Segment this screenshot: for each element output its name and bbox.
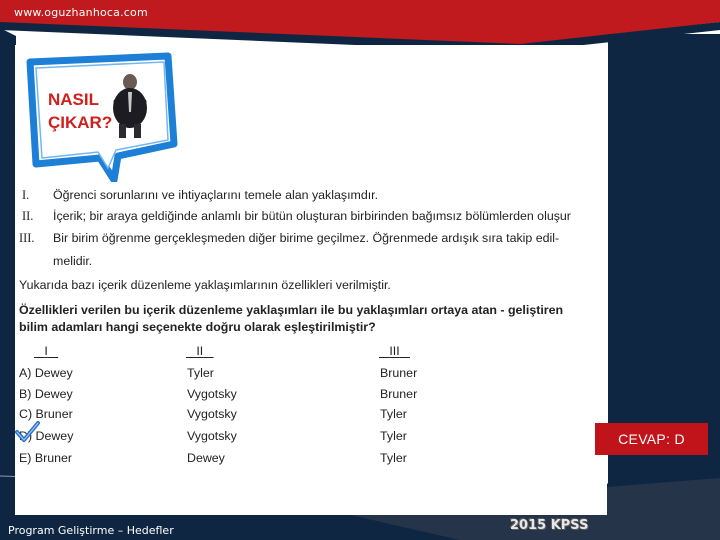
bubble-line-2: ÇIKAR? [48,113,113,132]
cartoon-man-icon [106,72,154,140]
item-text-1: Öğrenci sorunlarını ve ihtiyaçlarını temele alan yaklaşımdır. [53,188,379,202]
option-col2: Vygotsky [187,429,237,443]
column-header-2: II [196,344,204,358]
option-label[interactable]: D) Dewey [19,429,74,443]
answer-badge: CEVAP: D [595,423,708,455]
footer-topic: Program Geliştirme – Hedefler [8,524,174,537]
site-url[interactable]: www.oguzhanhoca.com [14,6,148,19]
column-header-3: III [389,344,400,358]
option-label[interactable]: B) Dewey [19,387,73,401]
question-prompt-1: Özellikleri verilen bu içerik düzenleme yaklaşımları ile bu yaklaşımları ortaya atan - geliştiren [19,303,564,317]
option-col2: Vygotsky [187,407,237,421]
option-col2: Vygotsky [187,387,237,401]
question-prompt-2: bilim adamları hangi seçenekte doğru olarak eşleştirilmiştir? [19,320,376,334]
column-header-1: I [44,344,48,358]
item-num-2: II. [22,209,34,223]
option-col3: Tyler [380,429,407,443]
item-num-1: I. [22,188,30,202]
option-col2: Dewey [187,451,225,465]
option-label[interactable]: E) Bruner [19,451,73,465]
option-col3: Bruner [380,387,418,401]
option-col3: Tyler [380,407,407,421]
option-label[interactable]: A) Dewey [19,366,73,380]
footer-exam-year: 2015 KPSS [510,518,589,533]
option-col3: Tyler [380,451,407,465]
bubble-caption [48,88,112,134]
bubble-line-1: NASIL [48,90,99,109]
checkmark-icon [14,420,40,444]
option-col3: Bruner [380,366,418,380]
item-num-3: III. [19,231,35,245]
item-text-2: İçerik; bir araya geldiğinde anlamlı bir bütün oluşturan birbirinden bağımsız bölümlerden oluşur [53,209,571,223]
item-text-3-cont: melidir. [53,254,93,268]
item-text-3: Bir birim öğrenme gerçekleşmeden diğer birime geçilmez. Öğrenmede ardışık sıra takip edil- [53,231,560,245]
option-label[interactable]: C) Bruner [19,407,73,421]
question-intro: Yukarıda bazı içerik düzenleme yaklaşımlarının özellikleri verilmiştir. [19,278,391,292]
option-col2: Tyler [187,366,214,380]
